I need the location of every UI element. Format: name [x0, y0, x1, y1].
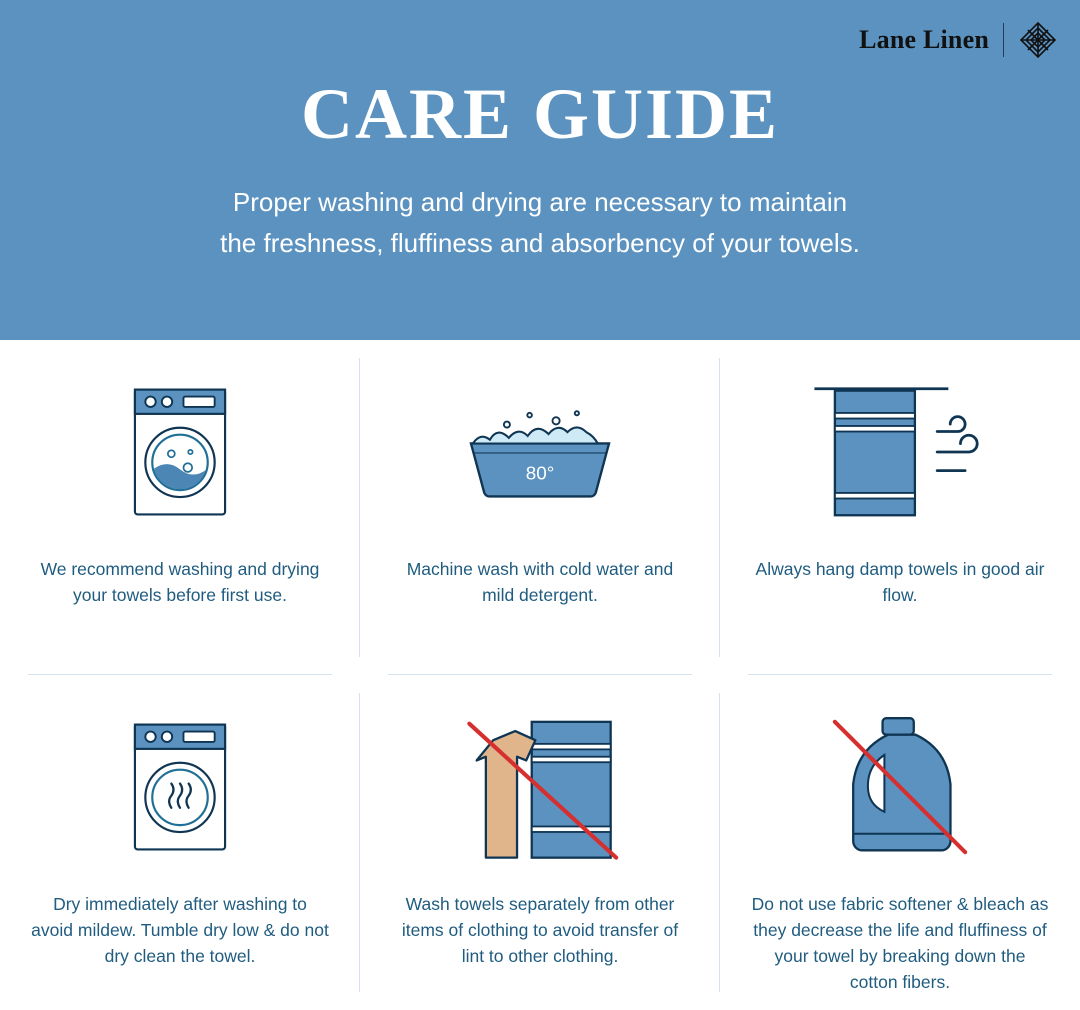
page-subtitle-line-2: the freshness, fluffiness and absorbency of your towels. [220, 228, 860, 258]
care-tip-text: Always hang damp towels in good air flow. [755, 559, 1045, 605]
no-mixed-laundry-icon [450, 697, 630, 877]
wash-basin-cold-water-icon [450, 362, 630, 542]
care-tip-item [0, 675, 360, 1010]
care-tip-item [720, 340, 1080, 675]
care-tip-text: We recommend washing and drying your towels before first use. [40, 559, 320, 605]
care-tip-item [360, 340, 720, 675]
care-guide-header [0, 0, 1080, 340]
care-tip-text: Wash towels separately from other items of clothing to avoid transfer of lint to other clothing. [401, 894, 679, 966]
care-tip-item [360, 675, 720, 1010]
page-subtitle-line-1: Proper washing and drying are necessary to maintain [232, 187, 848, 217]
care-tip-item [0, 340, 360, 675]
care-tip-item [720, 675, 1080, 1010]
no-fabric-softener-icon [820, 697, 980, 877]
care-tip-text: Do not use fabric softener & bleach as they decrease the life and fluffiness of your towel by breaking down the cotton fibers. [751, 894, 1049, 992]
tumble-dryer-icon [128, 697, 232, 877]
care-tips-grid [0, 340, 1080, 1010]
care-tip-text: Dry immediately after washing to avoid mildew. Tumble dry low & do not dry clean the towel. [31, 894, 329, 966]
brand-name: Lane Linen [859, 25, 989, 54]
washing-machine-icon [128, 362, 232, 542]
page-subtitle [0, 182, 1080, 264]
brand-divider [1003, 23, 1004, 57]
hanging-towel-airflow-icon [807, 362, 993, 542]
basin-temperature-label: 80° [525, 463, 555, 485]
brand-lockup [859, 20, 1058, 60]
care-tip-text: Machine wash with cold water and mild detergent. [406, 559, 674, 605]
woven-diamond-logo-icon [1018, 20, 1058, 60]
page-title: CARE GUIDE [300, 74, 780, 154]
